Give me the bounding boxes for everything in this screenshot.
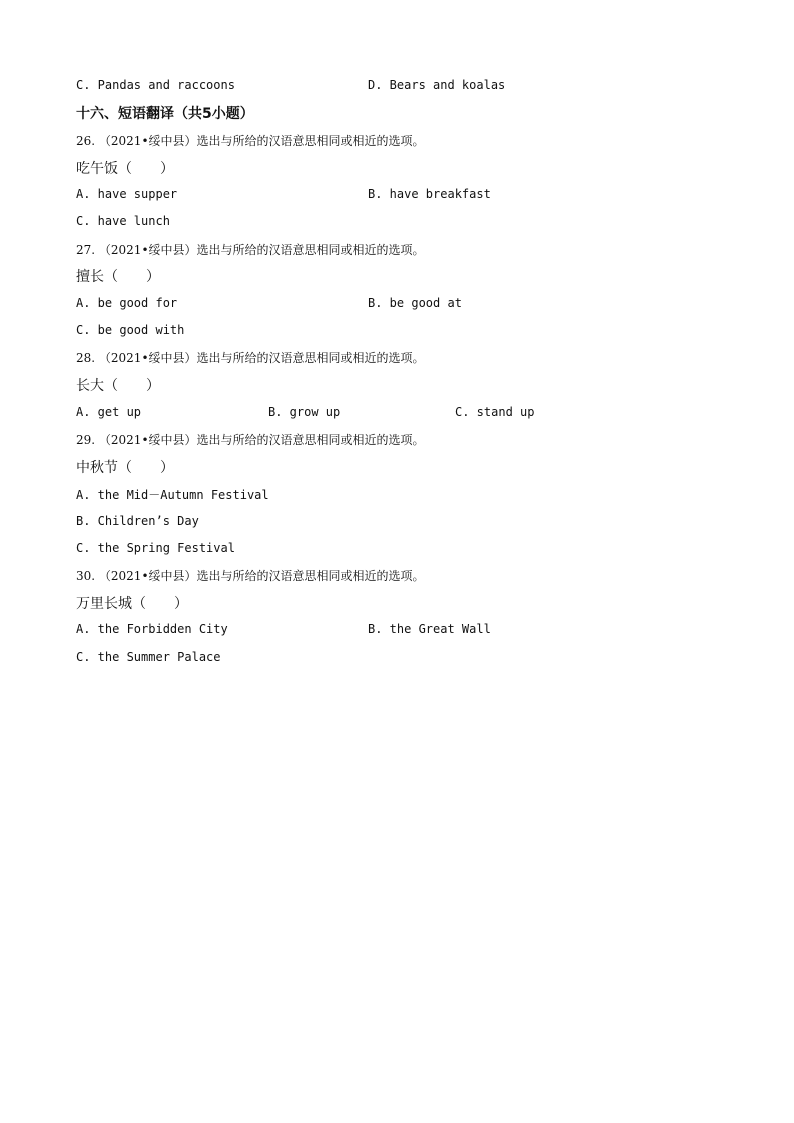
question-prompt: 擅长（ ） [76,269,160,285]
question-prompt: 吃午饭（ ） [76,161,174,177]
options-row [76,405,535,419]
option-a: A. the Mid－Autumn Festival [76,488,269,502]
options-row [76,622,491,636]
option-b: B. have breakfast [368,187,491,201]
option-c: C. be good with [76,323,185,337]
section-title: 十六、短语翻译（共5小题） [76,106,254,122]
question-stem: 29. （2021•绥中县）选出与所给的汉语意思相同或相近的选项。 [76,433,425,447]
prev-options-row [76,78,506,92]
question-prompt: 长大（ ） [76,378,160,394]
option-b: B. grow up [268,405,341,419]
question-stem: 26. （2021•绥中县）选出与所给的汉语意思相同或相近的选项。 [76,134,425,148]
option-b: B. be good at [368,296,462,310]
option-b: B. Children’s Day [76,514,199,528]
options-row [76,187,491,201]
question-stem: 27. （2021•绥中县）选出与所给的汉语意思相同或相近的选项。 [76,243,425,257]
option-c: C. Pandas and raccoons [76,78,235,92]
option-a: A. get up [76,405,142,419]
option-b: B. the Great Wall [368,622,491,636]
options-row [76,296,462,310]
question-stem: 28. （2021•绥中县）选出与所给的汉语意思相同或相近的选项。 [76,351,425,365]
question-stem: 30. （2021•绥中县）选出与所给的汉语意思相同或相近的选项。 [76,569,425,583]
option-c: C. the Summer Palace [76,650,221,664]
option-d: D. Bears and koalas [368,78,506,92]
question-prompt: 万里长城（ ） [76,596,188,612]
question-prompt: 中秋节（ ） [76,460,174,476]
option-c: C. the Spring Festival [76,541,235,555]
option-c: C. have lunch [76,214,170,228]
option-a: A. the Forbidden City [76,622,228,636]
option-a: A. be good for [76,296,178,310]
option-c: C. stand up [455,405,535,419]
option-a: A. have supper [76,187,178,201]
